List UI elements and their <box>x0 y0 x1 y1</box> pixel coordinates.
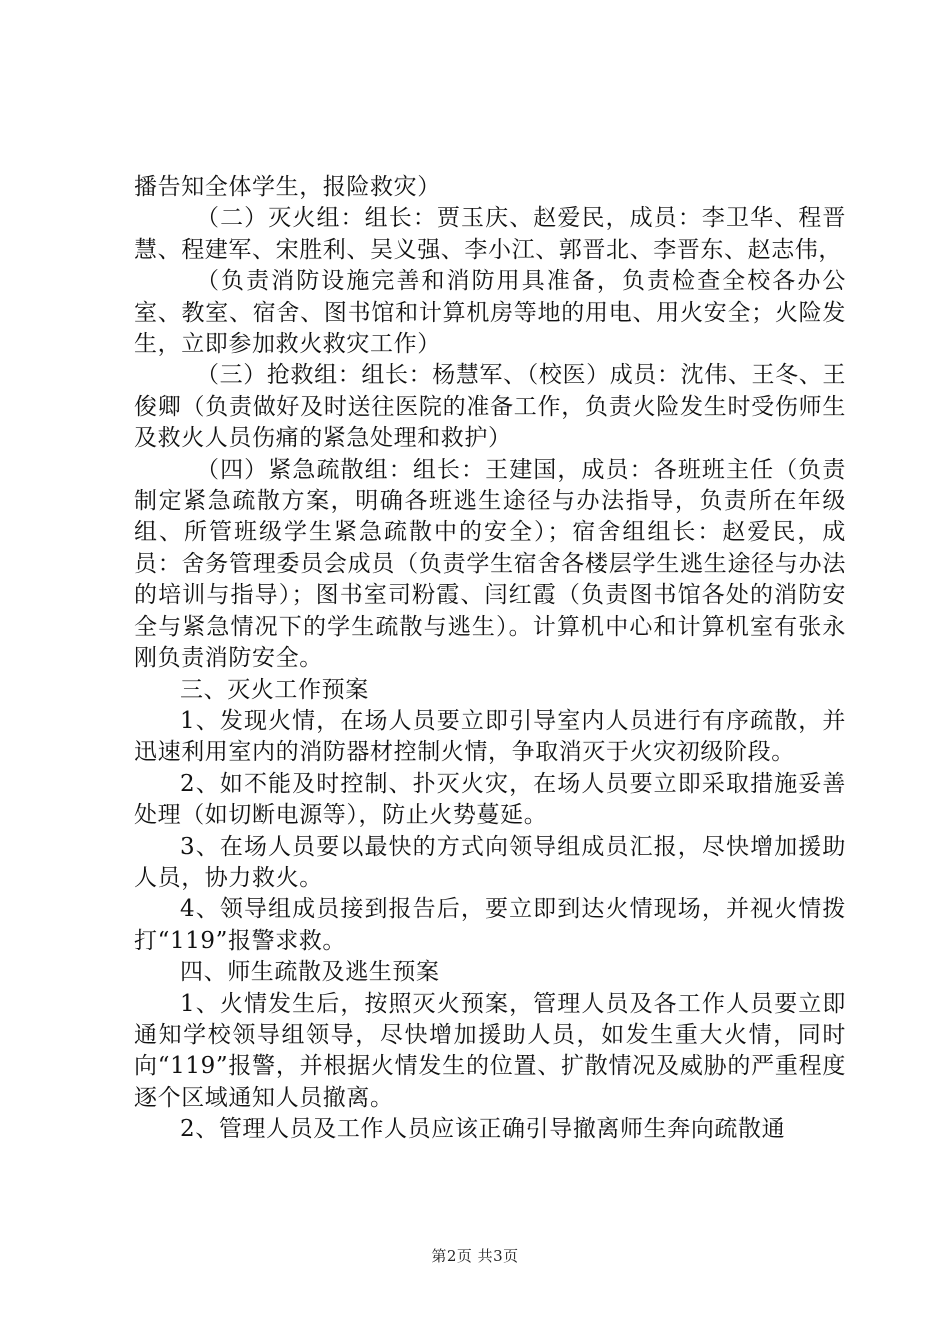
document-body <box>134 172 846 1146</box>
paragraph-8: 2、如不能及时控制、扑灭火灾，在场人员要立即采取措施妥善处理（如切断电源等），防止火势蔓延。 <box>134 770 846 829</box>
paragraph-9: 3、在场人员要以最快的方式向领导组成员汇报，尽快增加援助人员，协力救火。 <box>134 833 846 891</box>
page-number-footer: 第2页 共3页 <box>431 1247 519 1265</box>
paragraph-5: （四）紧急疏散组：组长：王建国，成员：各班班主任（负责制定紧急疏散方案，明确各班逃生途径与办法指导，负责所在年级组、所管班级学生紧急疏散中的安全）；宿舍组组长：赵爱民，成员：舍务管理委员会成员（负责学生宿舍各楼层学生逃生途径与办法的培训与指导）；图书室司粉霞、闫红霞（负责图书馆各处的消防安全与紧急情况下的学生疏散与逃生）。计算机中心和计算机室有张永刚负责消防安全。 <box>134 456 846 672</box>
paragraph-7: 1、发现火情，在场人员要立即引导室内人员进行有序疏散，并迅速利用室内的消防器材控制火情，争取消灭于火灾初级阶段。 <box>134 707 846 766</box>
section-heading-4: 四、师生疏散及逃生预案 <box>180 959 440 986</box>
section-heading-3: 三、灭火工作预案 <box>180 676 369 703</box>
paragraph-3: （负责消防设施完善和消防用具准备，负责检查全校各办公室、教室、宿舍、图书馆和计算机房等地的用电、用火安全；火险发生，立即参加救火救灾工作） <box>134 268 846 358</box>
paragraph-4: （三）抢救组：组长：杨慧军、（校医）成员：沈伟、王冬、王俊卿（负责做好及时送往医院的准备工作，负责火险发生时受伤师生及救火人员伤痛的紧急处理和救护） <box>134 362 846 452</box>
paragraph-2: （二）灭火组：组长：贾玉庆、赵爱民，成员：李卫华、程晋慧、程建军、宋胜利、吴义强、李小江、郭晋北、李晋东、赵志伟， <box>134 205 846 263</box>
paragraph-1: 播告知全体学生，报险救灾） <box>134 174 441 200</box>
paragraph-12: 1、火情发生后，按照灭火预案，管理人员及各工作人员要立即通知学校领导组领导，尽快增加援助人员，如发生重大火情，同时向“119”报警，并根据火情发生的位置、扩散情况及威胁的严重程度逐个区域通知人员撤离。 <box>134 990 846 1111</box>
paragraph-13: 2、管理人员及工作人员应该正确引导撤离师生奔向疏散通 <box>180 1116 786 1143</box>
paragraph-10: 4、领导组成员接到报告后，要立即到达火情现场，并视火情拨打“119”报警求救。 <box>134 896 846 954</box>
